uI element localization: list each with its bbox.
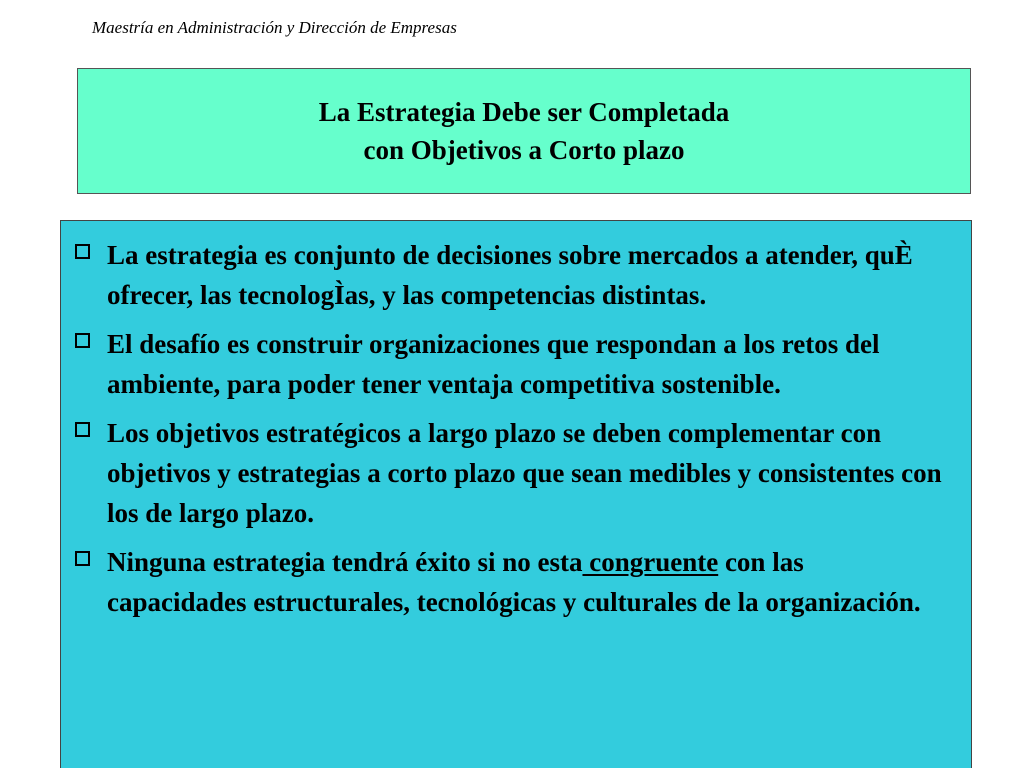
bullet-text-1: La estrategia es conjunto de decisiones sobre mercados a atender, quÈ ofrecer, las tecnologÌas, y las competencias distintas. <box>107 240 913 310</box>
bullet-text-2: El desafío es construir organizaciones que respondan a los retos del ambiente, para poder tener ventaja competitiva sostenible. <box>107 329 880 399</box>
square-bullet-icon <box>75 244 90 259</box>
slide-title <box>319 93 729 169</box>
square-bullet-icon <box>75 333 90 348</box>
bullet-text-3: Los objetivos estratégicos a largo plazo se deben complementar con objetivos y estrategias a corto plazo que sean medibles y consistentes con los de largo plazo. <box>107 418 942 528</box>
square-bullet-icon <box>75 551 90 566</box>
bullet-item-2 <box>75 324 971 404</box>
bullet-text-4-after: con las capacidades estructurales, tecnológicas y culturales de la organización. <box>107 547 921 617</box>
bullet-list <box>75 235 971 622</box>
bullet-text-4-underlined: congruente <box>582 547 719 577</box>
square-bullet-icon <box>75 422 90 437</box>
bullet-item-4 <box>75 542 971 622</box>
title-box <box>77 68 971 194</box>
bullet-item-3 <box>75 413 971 533</box>
title-line-1: La Estrategia Debe ser Completada <box>318 97 730 127</box>
header-caption: Maestría en Administración y Dirección de Empresas <box>92 18 457 37</box>
bullet-item-1 <box>75 235 971 315</box>
bullet-text-4 <box>107 542 947 622</box>
bullet-text-4-before: Ninguna estrategia tendrá éxito si no esta <box>107 547 583 577</box>
content-box <box>60 220 972 768</box>
title-line-2: con Objetivos a Corto plazo <box>363 135 685 165</box>
